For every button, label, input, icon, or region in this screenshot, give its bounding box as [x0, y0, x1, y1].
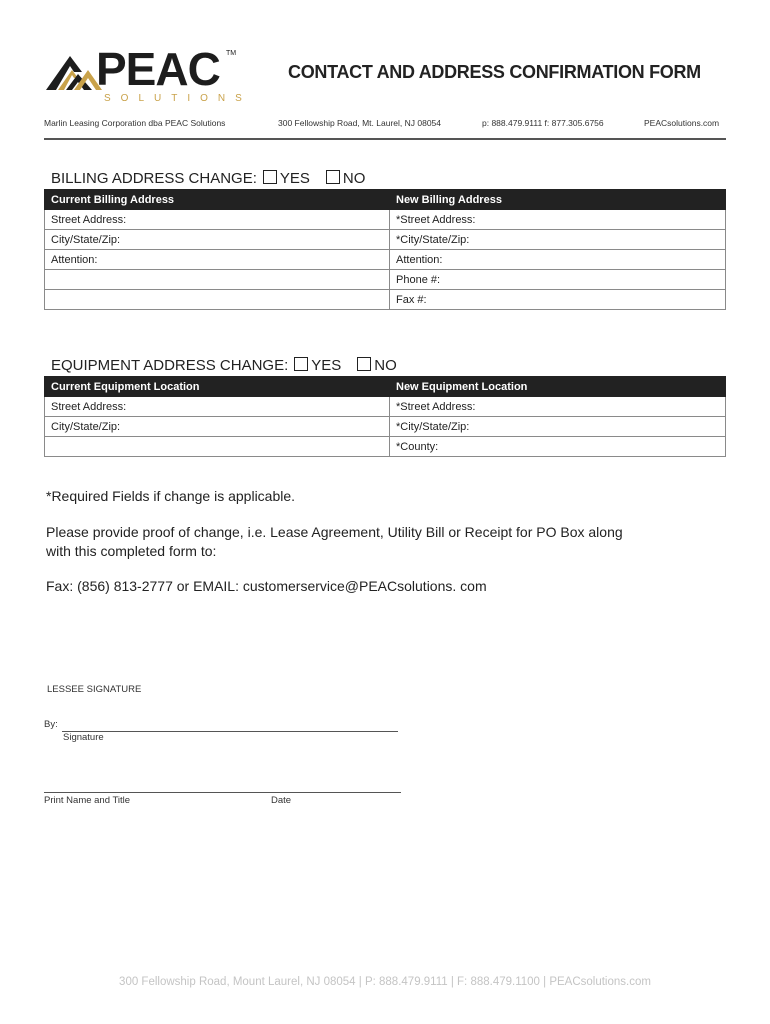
signature-line[interactable]: [62, 731, 398, 732]
billing-new-fax[interactable]: Fax #:: [390, 290, 726, 310]
billing-current-attention[interactable]: Attention:: [45, 250, 390, 270]
table-row: [45, 270, 726, 290]
equipment-no-checkbox[interactable]: [357, 357, 371, 371]
equipment-yes-label: YES: [311, 357, 342, 374]
equipment-new-street[interactable]: *Street Address:: [390, 397, 726, 417]
company-name: Marlin Leasing Corporation dba PEAC Solutions: [44, 118, 226, 128]
billing-heading-label: BILLING ADDRESS CHANGE:: [51, 170, 257, 187]
billing-current-street[interactable]: Street Address:: [45, 210, 390, 230]
equipment-no-label: NO: [374, 357, 397, 374]
billing-table: [44, 189, 726, 310]
logo-trademark: TM: [226, 50, 237, 57]
billing-current-empty[interactable]: [45, 270, 390, 290]
equipment-current-city[interactable]: City/State/Zip:: [45, 417, 390, 437]
table-row: [45, 210, 726, 230]
signature-heading: LESSEE SIGNATURE: [47, 684, 142, 695]
billing-table-header: [45, 190, 726, 210]
billing-yes-checkbox[interactable]: [263, 170, 277, 184]
logo-subtitle: SOLUTIONS: [104, 93, 252, 104]
contact-info: Fax: (856) 813-2777 or EMAIL: customerservice@PEACsolutions. com: [46, 578, 487, 594]
peac-logo: [44, 43, 252, 106]
company-phone-fax: p: 888.479.9111 f: 877.305.6756: [482, 118, 604, 128]
billing-yes-label: YES: [279, 170, 310, 187]
billing-no-label: NO: [342, 170, 366, 187]
billing-current-city[interactable]: City/State/Zip:: [45, 230, 390, 250]
equipment-current-empty[interactable]: [45, 437, 390, 457]
by-label: By:: [44, 719, 58, 730]
company-website: PEACsolutions.com: [644, 118, 720, 128]
billing-no-checkbox[interactable]: [326, 170, 340, 184]
company-address: 300 Fellowship Road, Mt. Laurel, NJ 08054: [278, 118, 442, 128]
equipment-col-current: Current Equipment Location: [45, 377, 390, 397]
equipment-heading-label: EQUIPMENT ADDRESS CHANGE:: [51, 357, 289, 374]
equipment-yes-checkbox[interactable]: [294, 357, 308, 371]
equipment-new-city[interactable]: *City/State/Zip:: [390, 417, 726, 437]
equipment-table-header: [45, 377, 726, 397]
billing-new-city[interactable]: *City/State/Zip:: [390, 230, 726, 250]
equipment-heading: [51, 357, 397, 374]
logo-wordmark: PEAC: [96, 43, 220, 95]
billing-heading: [51, 170, 365, 187]
date-label: Date: [271, 795, 292, 806]
required-note: *Required Fields if change is applicable.: [46, 488, 296, 504]
print-name-line[interactable]: [44, 792, 401, 793]
page-footer: 300 Fellowship Road, Mount Laurel, NJ 08054 | P: 888.479.9111 | F: 888.479.1100 | PEACsolutions.com: [119, 976, 651, 988]
billing-new-attention[interactable]: Attention:: [390, 250, 726, 270]
header-divider: [44, 138, 726, 140]
table-row: [45, 417, 726, 437]
table-row: [45, 290, 726, 310]
table-row: [45, 397, 726, 417]
billing-col-new: New Billing Address: [390, 190, 726, 210]
billing-col-current: Current Billing Address: [45, 190, 390, 210]
table-row: [45, 250, 726, 270]
form-title: CONTACT AND ADDRESS CONFIRMATION FORM: [288, 62, 701, 82]
billing-current-empty-2[interactable]: [45, 290, 390, 310]
table-row: [45, 437, 726, 457]
print-name-label: Print Name and Title: [44, 795, 131, 806]
billing-new-street[interactable]: *Street Address:: [390, 210, 726, 230]
proof-note-line2: with this completed form to:: [46, 543, 217, 559]
equipment-new-county[interactable]: *County:: [390, 437, 726, 457]
proof-note-line1: Please provide proof of change, i.e. Lease Agreement, Utility Bill or Receipt for PO Box along: [46, 524, 623, 540]
equipment-col-new: New Equipment Location: [390, 377, 726, 397]
billing-new-phone[interactable]: Phone #:: [390, 270, 726, 290]
equipment-current-street[interactable]: Street Address:: [45, 397, 390, 417]
signature-label: Signature: [63, 732, 104, 743]
peac-mountain-icon: [44, 50, 104, 94]
table-row: [45, 230, 726, 250]
equipment-table: [44, 376, 726, 457]
